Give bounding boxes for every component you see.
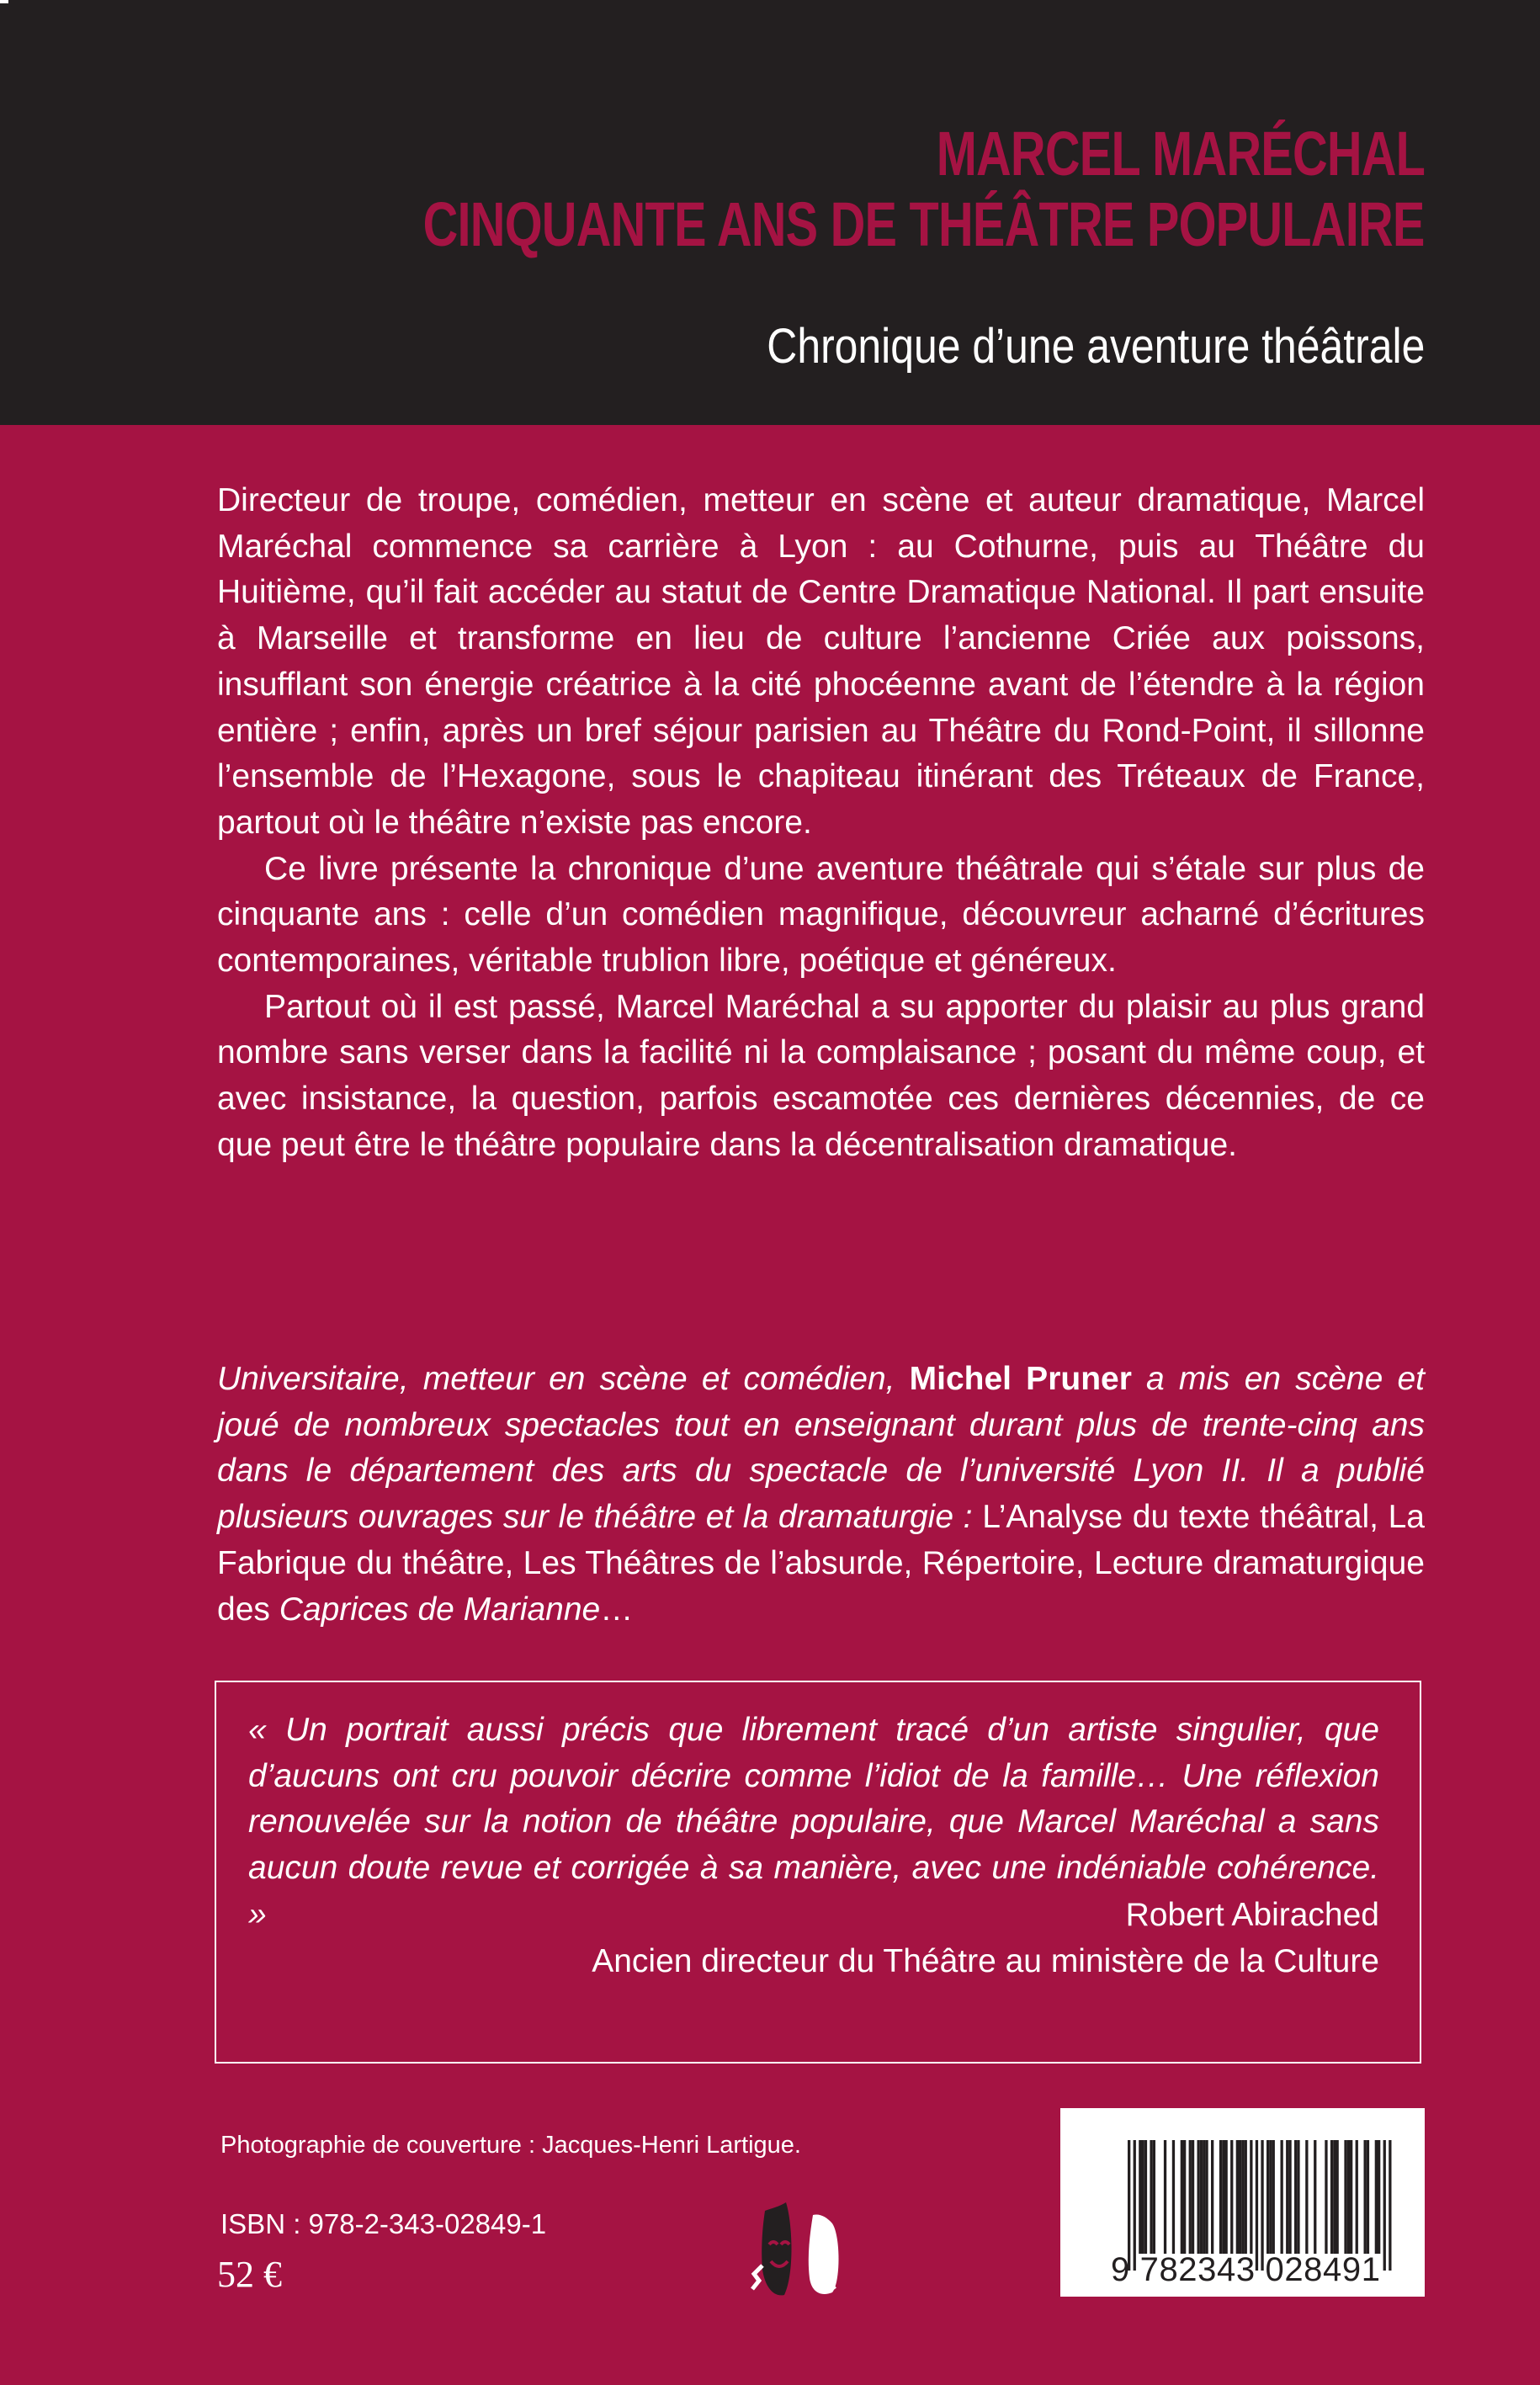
barcode-bar	[1189, 2140, 1192, 2254]
barcode-bar	[1219, 2140, 1222, 2254]
barcode-bar	[1230, 2140, 1233, 2254]
theatre-masks-icon	[744, 2198, 895, 2299]
barcode-bar	[1211, 2140, 1213, 2254]
barcode-bar	[1286, 2140, 1288, 2254]
bio-intro: Universitaire, metteur en scène et comédien,	[217, 1361, 910, 1397]
quote-box	[215, 1681, 1421, 2064]
photo-credit: Photographie de couverture : Jacques-Henri Lartigue.	[220, 2132, 801, 2159]
barcode	[1060, 2108, 1425, 2297]
barcode-bar	[1241, 2140, 1244, 2254]
barcode-bar	[1150, 2140, 1152, 2254]
barcode-bar	[1347, 2140, 1350, 2254]
quote-author: Robert Abirached	[1125, 1897, 1379, 1933]
barcode-bar	[1294, 2140, 1297, 2254]
summary-paragraph: Partout où il est passé, Marcel Maréchal a su apporter du plaisir au plus grand nombre sans verser dans la facilité ni la complaisance ; posant du même coup, et avec insistance, la question, parfois escamotée ces dernières décennies, de ce que peut être le théâtre populaire dans la décentralisation dramatique.	[217, 988, 1425, 1163]
barcode-bar	[1375, 2140, 1378, 2254]
summary	[217, 478, 1425, 1169]
barcode-bar	[1325, 2140, 1327, 2254]
barcode-bar	[1378, 2140, 1380, 2254]
barcode-bar	[1267, 2140, 1269, 2254]
barcode-bar	[1383, 2140, 1386, 2271]
barcode-bar	[1344, 2140, 1346, 2254]
summary-paragraph: Ce livre présente la chronique d’une aventure théâtrale qui s’étale sur plus de cinquante ans : celle d’un comédien magnifique, découvreur acharné d’écritures contemporaines, véritable trublion libre, poétique et généreux.	[217, 850, 1425, 980]
bio-text: a mis en scène et joué de nombreux spectacles tout en enseignant durant plus de trente-cinq ans dans le département des arts du spectacle de l’université Lyon II. Il a publié plusieurs ouvrages sur le théâtre et la dramaturgie :	[217, 1361, 1425, 1536]
corner-mark	[0, 0, 8, 3]
bio-works-italic: Caprices de Marianne	[279, 1591, 601, 1628]
barcode-bar	[1314, 2140, 1316, 2254]
barcode-bar	[1250, 2140, 1252, 2254]
barcode-bar	[1288, 2140, 1291, 2254]
quote-text: « Un portrait aussi précis que librement tracé d’un artiste singulier, que d’aucuns ont cru pouvoir décrire comme l’idiot de la famille… Une réflexion renouvelée sur la notion de théâtre populaire, que Marcel Maréchal a sans aucun doute revue et corrigée à sa manière, avec une indéniable cohérence. »	[248, 1712, 1379, 1932]
barcode-graphic	[1060, 2108, 1425, 2297]
barcode-bar	[1142, 2140, 1144, 2254]
barcode-bar	[1364, 2140, 1367, 2254]
book-title-line2: CINQUANTE ANS DE THÉÂTRE POPULAIRE	[423, 189, 1425, 259]
barcode-bar	[1192, 2140, 1194, 2254]
barcode-bar	[1367, 2140, 1369, 2254]
book-subtitle: Chronique d’une aventure théâtrale	[766, 319, 1425, 374]
barcode-bar	[1336, 2140, 1339, 2254]
barcode-bar	[1144, 2140, 1147, 2254]
barcode-bar	[1389, 2140, 1391, 2271]
cover-header	[0, 0, 1540, 425]
barcode-bar	[1205, 2140, 1208, 2254]
barcode-bar	[1350, 2140, 1352, 2254]
barcode-bar	[1164, 2140, 1166, 2254]
barcode-bar	[1236, 2140, 1239, 2254]
price: 52 €	[217, 2254, 282, 2295]
barcode-bar	[1200, 2140, 1203, 2254]
quote-author-role: Ancien directeur du Théâtre au ministère de la Culture	[592, 1942, 1379, 1979]
barcode-bar	[1181, 2140, 1183, 2254]
barcode-bar	[1272, 2140, 1275, 2254]
barcode-bar	[1172, 2140, 1175, 2254]
barcode-bar	[1225, 2140, 1228, 2254]
barcode-bar	[1356, 2140, 1358, 2254]
barcode-bar	[1183, 2140, 1186, 2254]
barcode-digits: 9 782343 028491	[1111, 2251, 1380, 2288]
barcode-bar	[1330, 2140, 1333, 2254]
author-bio	[217, 1357, 1425, 1633]
barcode-bar	[1297, 2140, 1299, 2254]
barcode-bar	[1245, 2140, 1247, 2254]
bio-author: Michel Pruner	[909, 1361, 1132, 1397]
summary-paragraph: Directeur de troupe, comédien, metteur en scène et auteur dramatique, Marcel Maréchal commence sa carrière à Lyon : au Cothurne, puis au Théâtre du Huitième, qu’il fait accéder au statut de Centre Dramatique National. Il part ensuite à Marseille et transforme en lieu de culture l’ancienne Criée aux poissons, insufflant son énergie créatrice à la cité phocéenne avant de l’étendre à la région entière ; enfin, après un bref séjour parisien au Théâtre du Rond-Point, il sillonne l’ensemble de l’Hexagone, sous le chapiteau itinérant des Tréteaux de France, partout où le théâtre n’existe pas encore.	[217, 482, 1425, 841]
barcode-bar	[1305, 2140, 1308, 2254]
barcode-bar	[1197, 2140, 1200, 2254]
barcode-bar	[1153, 2140, 1155, 2254]
barcode-bar	[1239, 2140, 1241, 2254]
book-title-line1: MARCEL MARÉCHAL	[936, 119, 1425, 189]
bio-works: L’Analyse du texte théâtral, La Fabrique du théâtre, Les Théâtres de l’absurde, Répertoire, Lecture dramaturgique des	[217, 1499, 1425, 1628]
isbn: ISBN : 978-2-343-02849-1	[220, 2208, 547, 2239]
barcode-bar	[1333, 2140, 1336, 2254]
barcode-bar	[1139, 2140, 1141, 2254]
barcode-bar	[1203, 2140, 1205, 2254]
bio-ellipsis: …	[600, 1591, 634, 1628]
barcode-bar	[1281, 2140, 1283, 2254]
barcode-bar	[1269, 2140, 1272, 2254]
barcode-bar	[1222, 2140, 1224, 2254]
